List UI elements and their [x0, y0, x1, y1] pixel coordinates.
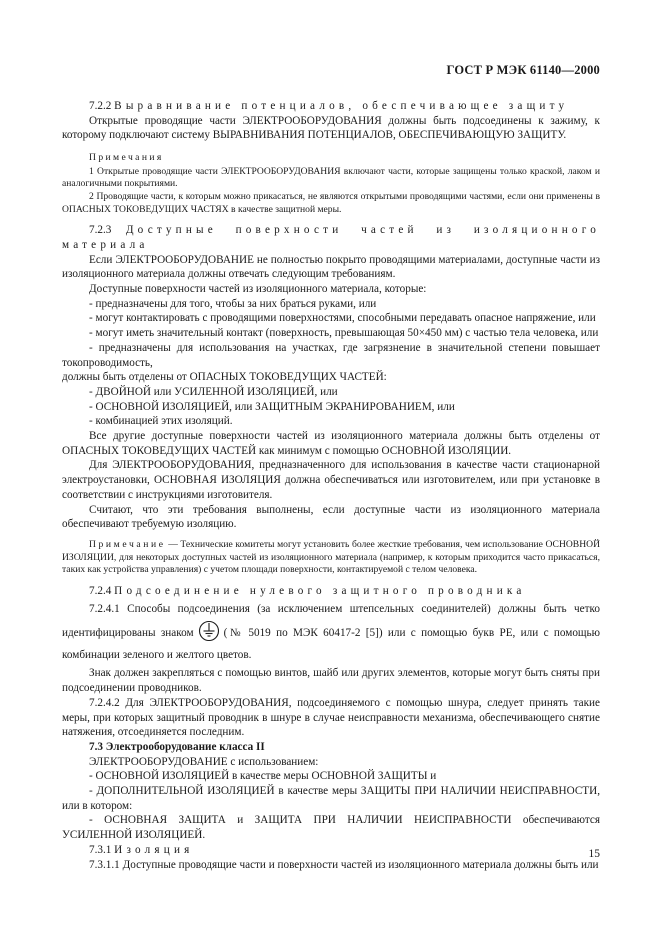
section-number: 7.2.4	[89, 584, 112, 597]
section-title: Доступные поверхности частей из изоляционного материала	[62, 224, 600, 251]
paragraph: Считают, что эти требования выполнены, если доступные части из изоляционного материала обеспечивают требуемую изоляцию.	[62, 503, 600, 531]
document-page	[62, 0, 600, 936]
note-label: Примечание	[89, 538, 166, 550]
note	[62, 539, 600, 577]
section-7-3-heading: 7.3 Электрооборудование класса II	[89, 740, 265, 753]
list-item: - ОСНОВНАЯ ЗАЩИТА и ЗАЩИТА ПРИ НАЛИЧИИ НЕИСПРАВНОСТИ обеспечиваются УСИЛЕННОЙ ИЗОЛЯЦИЕЙ.	[62, 814, 600, 842]
section-title: Подсоединение нулевого защитного проводника	[114, 584, 526, 597]
section-7-3-1-heading	[62, 843, 600, 858]
list-item: - ДОПОЛНИТЕЛЬНОЙ ИЗОЛЯЦИЕЙ в качестве меры ЗАЩИТЫ ПРИ НАЛИЧИИ НЕИСПРАВНОСТИ, или в котором:	[62, 785, 600, 812]
paragraph: Знак должен закрепляться с помощью винтов, шайб или других элементов, которые могут быть сняты при подсоединении проводников.	[62, 667, 600, 695]
notes-heading: Примечания	[89, 152, 164, 164]
paragraph: Все другие доступные поверхности частей из изоляционного материала должны быть отделены от ОПАСНЫХ ТОКОВЕДУЩИХ ЧАСТЕЙ как минимум с помощью ОСНОВНОЙ ИЗОЛЯЦИИ.	[62, 430, 600, 457]
paragraph: Открытые проводящие части ЭЛЕКТРООБОРУДОВАНИЯ должны быть подсоединены к зажиму, к которому подключают систему ВЫРАВНИВАНИЯ ПОТЕНЦИАЛОВ, ОБЕСПЕЧИВАЮЩУЮ ЗАЩИТУ.	[62, 114, 600, 142]
paragraph: Доступные поверхности частей из изоляционного материала, которые:	[89, 283, 427, 295]
list-item: - могут контактировать с проводящими поверхностями, способными передавать опасное напряжение, или	[89, 312, 596, 325]
paragraph: Для ЭЛЕКТРООБОРУДОВАНИЯ, предназначенного для использования в качестве части стационарной электроустановки, ОСНОВНАЯ ИЗОЛЯЦИЯ должна обеспечиваться или изготовителем, или при установке в соответствии с инструкциями изготовителя.	[62, 459, 600, 501]
paragraph: Если ЭЛЕКТРООБОРУДОВАНИЕ не полностью покрыто проводящими материалами, доступные части из изоляционного материала должны отвечать следующим требованиям.	[62, 253, 600, 281]
section-number: 7.3.1	[89, 843, 112, 856]
note-2: 2 Проводящие части, к которым можно прикасаться, не являются открытыми проводящими частями, если они применены в ОПАСНЫХ ТОКОВЕДУЩИХ ЧАСТЯХ в качестве защитной меры.	[62, 191, 600, 215]
paragraph	[62, 598, 600, 666]
list-item: - предназначены для использования на участках, где загрязнение в значительной степени повышает токопроводимость,	[62, 341, 600, 369]
paragraph: 7.3.1.1 Доступные проводящие части и поверхности частей из изоляционного материала должны быть или	[89, 858, 599, 871]
list-item: - ОСНОВНОЙ ИЗОЛЯЦИЕЙ в качестве меры ОСНОВНОЙ ЗАЩИТЫ и	[89, 770, 437, 783]
list-item: - ОСНОВНОЙ ИЗОЛЯЦИЕЙ, или ЗАЩИТНЫМ ЭКРАНИРОВАНИЕМ, или	[89, 400, 455, 413]
document-body	[62, 99, 600, 872]
paragraph: ЭЛЕКТРООБОРУДОВАНИЕ с использованием:	[89, 755, 319, 768]
list-item: - могут иметь значительный контакт (поверхность, превышающая 50×450 мм) с частью тела человека, или	[89, 327, 599, 340]
section-title: Выравнивание потенциалов, обеспечивающее защиту	[114, 100, 569, 112]
note-1: 1 Открытые проводящие части ЭЛЕКТРООБОРУДОВАНИЯ включают части, которые защищены только краской, лаком и аналогичными покрытиями.	[62, 165, 600, 190]
paragraph: должны быть отделены от ОПАСНЫХ ТОКОВЕДУЩИХ ЧАСТЕЙ:	[62, 371, 387, 384]
paragraph-text: 7.2.4.1 Способы подсоединения (за исключением штепсельных соединителей) должны быть четко идентифицированы знаком	[62, 603, 600, 640]
list-item: - предназначены для того, чтобы за них браться руками, или	[89, 297, 377, 310]
section-7-2-2-heading	[62, 99, 600, 114]
section-number: 7.2.3	[89, 224, 112, 237]
paragraph: 7.2.4.2 Для ЭЛЕКТРООБОРУДОВАНИЯ, подсоединяемого с помощью шнура, следует принять такие меры, при которых защитный проводник в шнуре в случае неисправности механизма, обеспечивающего снятие натяжения, отсоединяется последним.	[62, 696, 600, 739]
section-7-2-4-heading	[62, 584, 600, 599]
list-item: - комбинацией этих изоляций.	[89, 415, 233, 428]
protective-earth-icon	[198, 620, 220, 642]
list-item: - ДВОЙНОЙ или УСИЛЕННОЙ ИЗОЛЯЦИЕЙ, или	[89, 385, 338, 398]
section-title: Изоляция	[114, 843, 194, 856]
paragraph-text: (№ 5019 по МЭК 60417-2 [5]) или с помощью букв PE, или с помощью комбинации зеленого и желтого цветов.	[62, 627, 600, 662]
note-text: — Технические комитеты могут установить более жесткие требования, чем использование ОСНОВНОЙ ИЗОЛЯЦИИ, для некоторых доступных частей из изоляционного материала (например, к которым приходится часто прикасаться, таких как устройства управления) с учетом площади поверхности, контактируемой с телом человека.	[62, 538, 600, 576]
page-number: 15	[588, 848, 600, 860]
section-number: 7.2.2	[89, 100, 112, 112]
section-7-2-3-heading	[62, 223, 600, 252]
document-header: ГОСТ Р МЭК 61140—2000	[446, 63, 600, 77]
